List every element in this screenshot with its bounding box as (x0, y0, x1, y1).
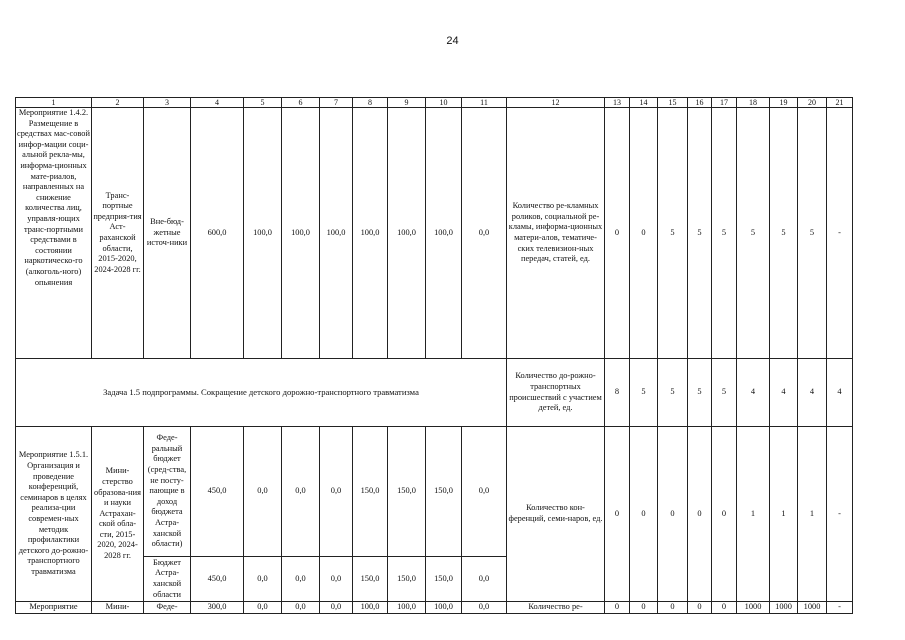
column-number: 13 (605, 98, 630, 108)
amount-cell: 0,0 (462, 427, 507, 557)
amount-cell: 100,0 (426, 108, 462, 359)
target-cell: 5 (712, 359, 737, 427)
column-number: 20 (798, 98, 827, 108)
indicator-cell: Количество до-рожно-транспортных происшествий с участием детей, ед. (507, 359, 605, 427)
target-cell: 8 (605, 359, 630, 427)
amount-cell: 0,0 (244, 557, 282, 602)
target-cell: 0 (630, 427, 658, 602)
amount-cell: 100,0 (282, 108, 320, 359)
amount-cell: 150,0 (426, 557, 462, 602)
amount-cell: 150,0 (388, 557, 426, 602)
amount-cell: 100,0 (320, 108, 353, 359)
target-cell: 0 (605, 602, 630, 614)
indicator-cell: Количество кон-ференций, семи-наров, ед. (507, 427, 605, 602)
amount-cell: 0,0 (320, 557, 353, 602)
measure-1-5-1-row (16, 427, 853, 557)
column-number: 2 (92, 98, 144, 108)
target-cell: 5 (658, 108, 688, 359)
amount-cell: 450,0 (191, 557, 244, 602)
amount-cell: 150,0 (353, 427, 388, 557)
target-cell: 1000 (798, 602, 827, 614)
executor-cell: Мини-стерство образова-ния и науки Астрахан-ской обла-сти, 2015-2020, 2024-2028 гг. (92, 427, 144, 602)
column-number: 7 (320, 98, 353, 108)
amount-cell: 100,0 (353, 602, 388, 614)
column-number: 10 (426, 98, 462, 108)
column-number: 5 (244, 98, 282, 108)
target-cell: 0 (605, 108, 630, 359)
target-cell: 1 (737, 427, 770, 602)
column-number: 4 (191, 98, 244, 108)
target-cell: 1 (798, 427, 827, 602)
amount-cell: 0,0 (320, 602, 353, 614)
measure-name: Мероприятие 1.5.1. Организация и проведение конференций, семинаров в целях реализа-ции современ-ных методик профилактики детского до-рожно-транспортного травматизма (16, 427, 92, 602)
column-number: 11 (462, 98, 507, 108)
amount-cell: 100,0 (353, 108, 388, 359)
funding-source-cell: Бюджет Астра-ханской области (144, 557, 191, 602)
amount-cell: 0,0 (282, 557, 320, 602)
target-cell: - (827, 108, 853, 359)
program-table (15, 97, 853, 614)
target-cell: 0 (630, 108, 658, 359)
target-cell: 0 (712, 602, 737, 614)
target-cell: 0 (712, 427, 737, 602)
column-number: 6 (282, 98, 320, 108)
amount-cell: 0,0 (244, 602, 282, 614)
funding-source-cell: Феде- (144, 602, 191, 614)
target-cell: 5 (688, 359, 712, 427)
target-cell: 1 (770, 427, 798, 602)
amount-cell: 150,0 (353, 557, 388, 602)
column-number: 3 (144, 98, 191, 108)
amount-cell: 100,0 (244, 108, 282, 359)
measure-1-4-2-row (16, 108, 853, 359)
column-number: 17 (712, 98, 737, 108)
target-cell: 0 (658, 602, 688, 614)
amount-cell: 100,0 (388, 602, 426, 614)
target-cell: 4 (798, 359, 827, 427)
column-number: 19 (770, 98, 798, 108)
column-number: 16 (688, 98, 712, 108)
target-cell: 0 (688, 602, 712, 614)
indicator-cell: Количество ре-кламных роликов, социальной ре-кламы, информа-ционных матери-алов, тематиче-ских телевизион-ных передач, статей, ед. (507, 108, 605, 359)
amount-cell: 0,0 (282, 602, 320, 614)
next-measure-row (16, 602, 853, 614)
column-number: 12 (507, 98, 605, 108)
amount-cell: 450,0 (191, 427, 244, 557)
amount-cell: 0,0 (462, 108, 507, 359)
column-number: 9 (388, 98, 426, 108)
amount-cell: 0,0 (462, 602, 507, 614)
target-cell: 0 (658, 427, 688, 602)
target-cell: 5 (737, 108, 770, 359)
target-cell: 0 (605, 427, 630, 602)
target-cell: 4 (770, 359, 798, 427)
column-number: 18 (737, 98, 770, 108)
amount-cell: 100,0 (426, 602, 462, 614)
target-cell: 5 (712, 108, 737, 359)
executor-cell: Транс-портные предприя-тия Аст-раханской области, 2015-2020, 2024-2028 гг. (92, 108, 144, 359)
measure-name: Мероприятие 1.4.2. Размещение в средствах мас-совой инфор-мации соци-альной рекла-мы, информа-ционных мате-риалов, направленных на снижение количества лиц, управля-ющих транс-портными средствами в состоянии наркотическо-го (алкоголь-ного) опьянения (16, 108, 92, 359)
amount-cell: 100,0 (388, 108, 426, 359)
amount-cell: 300,0 (191, 602, 244, 614)
executor-cell: Мини- (92, 602, 144, 614)
column-number: 14 (630, 98, 658, 108)
measure-name: Мероприятие (16, 602, 92, 614)
column-number: 15 (658, 98, 688, 108)
amount-cell: 0,0 (244, 427, 282, 557)
target-cell: 5 (658, 359, 688, 427)
target-cell: 5 (688, 108, 712, 359)
task-title: Задача 1.5 подпрограммы. Сокращение детского дорожно-транспортного травматизма (16, 359, 507, 427)
target-cell: 4 (827, 359, 853, 427)
amount-cell: 150,0 (426, 427, 462, 557)
task-1-5-row (16, 359, 853, 427)
target-cell: 5 (798, 108, 827, 359)
target-cell: 4 (737, 359, 770, 427)
indicator-cell: Количество ре- (507, 602, 605, 614)
column-number: 21 (827, 98, 853, 108)
amount-cell: 0,0 (462, 557, 507, 602)
target-cell: - (827, 427, 853, 602)
column-number: 8 (353, 98, 388, 108)
target-cell: 0 (688, 427, 712, 602)
amount-cell: 0,0 (320, 427, 353, 557)
page-number: 24 (446, 35, 459, 47)
target-cell: 5 (630, 359, 658, 427)
target-cell: 5 (770, 108, 798, 359)
amount-cell: 0,0 (282, 427, 320, 557)
funding-source-cell: Вне-бюд-жетные источ-ники (144, 108, 191, 359)
amount-cell: 600,0 (191, 108, 244, 359)
target-cell: 0 (630, 602, 658, 614)
column-number-row (16, 98, 853, 108)
target-cell: 1000 (770, 602, 798, 614)
target-cell: 1000 (737, 602, 770, 614)
amount-cell: 150,0 (388, 427, 426, 557)
funding-source-cell: Феде-ральный бюджет (сред-ства, не посту-пающие в доход бюджета Астра-ханской области) (144, 427, 191, 557)
target-cell: - (827, 602, 853, 614)
column-number: 1 (16, 98, 92, 108)
